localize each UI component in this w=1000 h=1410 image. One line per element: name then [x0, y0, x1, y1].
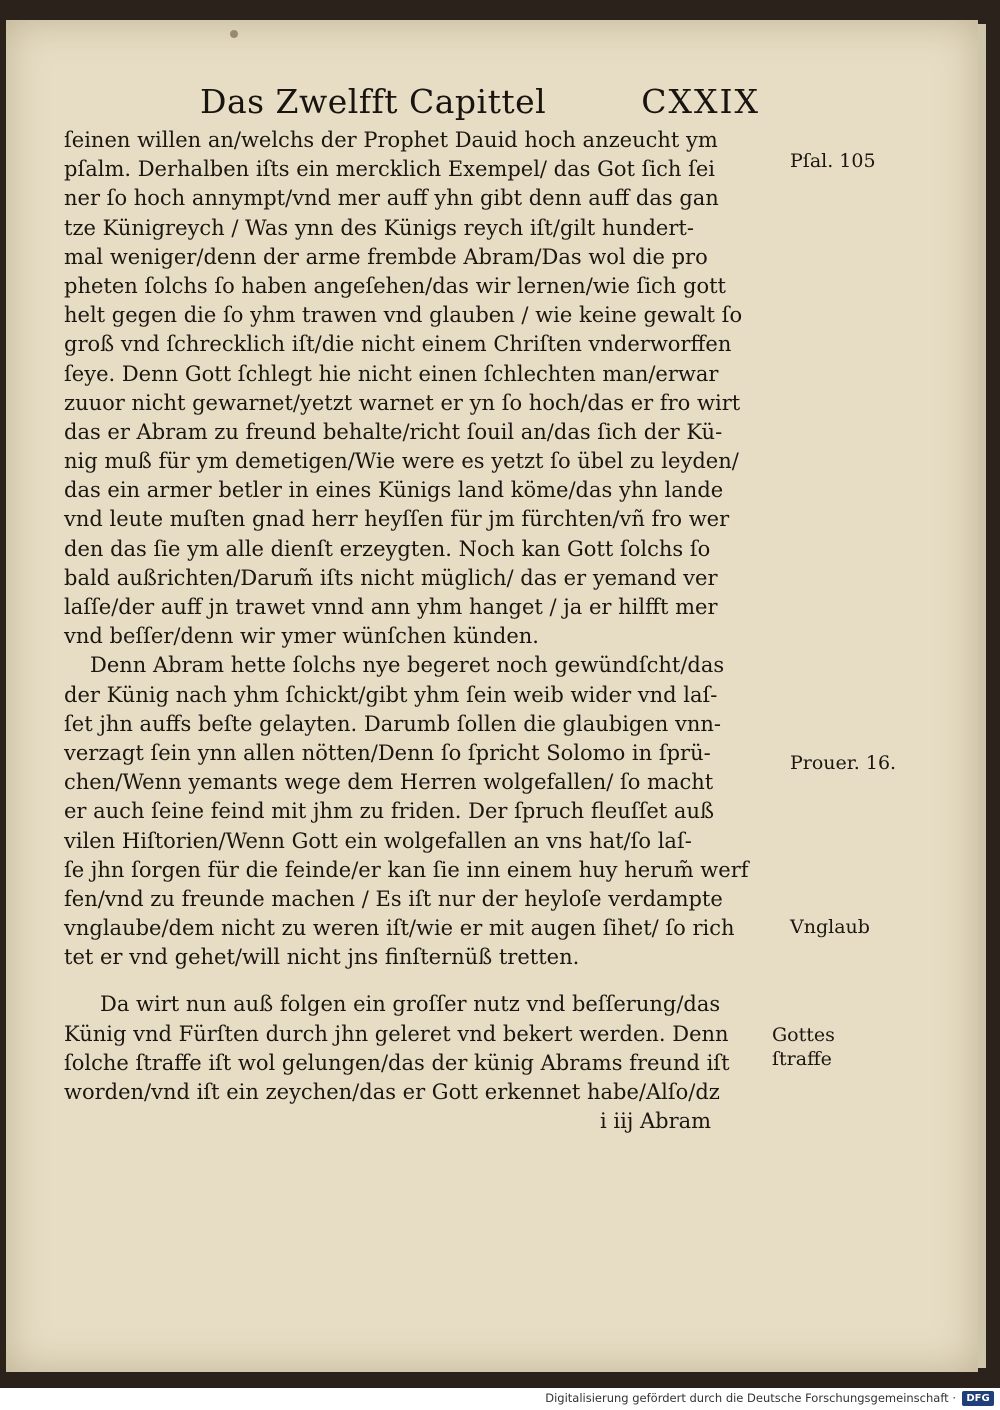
text-line: ſolche ſtraffe iſt wol gelungen/das der künig Abrams freund iſt [64, 1050, 730, 1075]
margin-note-psal: Pſal. 105 [790, 150, 876, 172]
text-line: ſet jhn auffs beſte gelayten. Darumb ſollen die glaubigen vnn- [64, 711, 721, 736]
funding-credit: Digitalisierung gefördert durch die Deutsche Forschungsgemeinschaft · [545, 1391, 956, 1405]
catchword-line: i iij Abram [600, 1109, 712, 1134]
text-line: ſeye. Denn Gott ſchlegt hie nicht einen ſchlechten man/erwar [64, 361, 719, 386]
text-line: Da wirt nun auß folgen ein groſſer nutz vnd beſſerung/das [100, 992, 721, 1017]
dfg-logo: DFG [962, 1391, 994, 1406]
text-line: ner ſo hoch annympt/vnd mer auff yhn gibt denn auff das gan [64, 186, 719, 211]
paragraph-gap [64, 972, 784, 990]
folio-number: CXXIX [641, 82, 760, 121]
text-line: chen/Wenn yemants wege dem Herren wolgefallen/ ſo macht [64, 770, 714, 795]
text-line: er auch ſeine feind mit jhm zu friden. Der ſpruch fleuſſet auß [64, 799, 714, 824]
chapter-title: Das Zwelfft Capittel [200, 82, 547, 121]
text-line: fen/vnd zu freunde machen / Es iſt nur der heyloſe verdampte [64, 886, 723, 911]
text-line: vnd leute muſten gnad herr heyſſen für jm fürchten/vñ fro wer [64, 507, 730, 532]
text-line: nig muß für ym demetigen/Wie were es yetzt ſo übel zu leyden/ [64, 449, 739, 474]
text-line: zuuor nicht gewarnet/yetzt warnet er yn ſo hoch/das er fro wirt [64, 390, 741, 415]
text-line: verzagt ſein ynn allen nötten/Denn ſo ſpricht Solomo in ſprü- [64, 740, 711, 765]
text-line: vnd beſſer/denn wir ymer wünſchen künden. [64, 624, 539, 649]
running-header [200, 82, 760, 128]
text-line: bald außrichten/Darum̃ iſts nicht müglich/ das er yemand ver [64, 565, 718, 590]
margin-note-gottes: Gottes [772, 1024, 835, 1046]
text-line: helt gegen die ſo yhm trawen vnd glauben / wie keine gewalt ſo [64, 303, 743, 328]
text-line: Künig vnd Fürſten durch jhn geleret vnd bekert werden. Denn [64, 1021, 729, 1046]
text-line: worden/vnd iſt ein zeychen/das er Gott erkennet habe/Alſo/dz [64, 1080, 720, 1104]
margin-note-vnglaub: Vnglaub [790, 916, 870, 938]
text-line: mal weniger/denn der arme frembde Abram/Das wol die pro [64, 244, 708, 269]
text-line: vilen Hiſtorien/Wenn Gott ein wolgefallen an vns hat/ſo laſ- [64, 828, 692, 853]
page-edge [978, 24, 986, 1368]
text-line: pſalm. Derhalben iſts ein mercklich Exempel/ das Got ſich ſei [64, 157, 715, 182]
text-line: das er Abram zu freund behalte/richt ſouil an/das ſich der Kü- [64, 419, 723, 444]
text-line: das ein armer betler in eines Künigs land köme/das yhn lande [64, 478, 724, 503]
text-line: vnglaube/dem nicht zu weren iſt/wie er mit augen ſihet/ ſo rich [64, 916, 735, 941]
text-line: Denn Abram hette ſolchs nye begeret noch gewündſcht/das [90, 653, 725, 678]
text-line: tze Künigreych / Was ynn des Künigs reych iſt/gilt hundert- [64, 215, 694, 240]
margin-note-straffe: ſtraffe [772, 1048, 832, 1070]
text-line: laſſe/der auff jn trawet vnnd ann yhm hanget / ja er hilfft mer [64, 595, 718, 619]
body-text [64, 126, 784, 1136]
footer-bar [0, 1388, 1000, 1410]
text-line: pheten ſolchs ſo haben angeſehen/das wir lernen/wie ſich gott [64, 273, 726, 298]
margin-note-prouer: Prouer. 16. [790, 752, 897, 774]
text-line: tet er vnd gehet/will nicht jns finſternüß tretten. [64, 945, 580, 970]
text-line: ſeinen willen an/welchs der Prophet Dauid hoch anzeucht ym [64, 128, 718, 152]
text-line: ſe jhn ſorgen für die feinde/er kan ſie inn einem huy herum̃ werf [64, 857, 749, 882]
text-line: den das ſie ym alle dienſt erzeygten. Noch kan Gott ſolchs ſo [64, 536, 711, 561]
ink-stain [230, 30, 238, 38]
text-line: der Künig nach yhm ſchickt/gibt yhm ſein weib wider vnd laſ- [64, 682, 718, 707]
text-line: groß vnd ſchrecklich iſt/die nicht einem Chriſten vnderworffen [64, 332, 732, 357]
